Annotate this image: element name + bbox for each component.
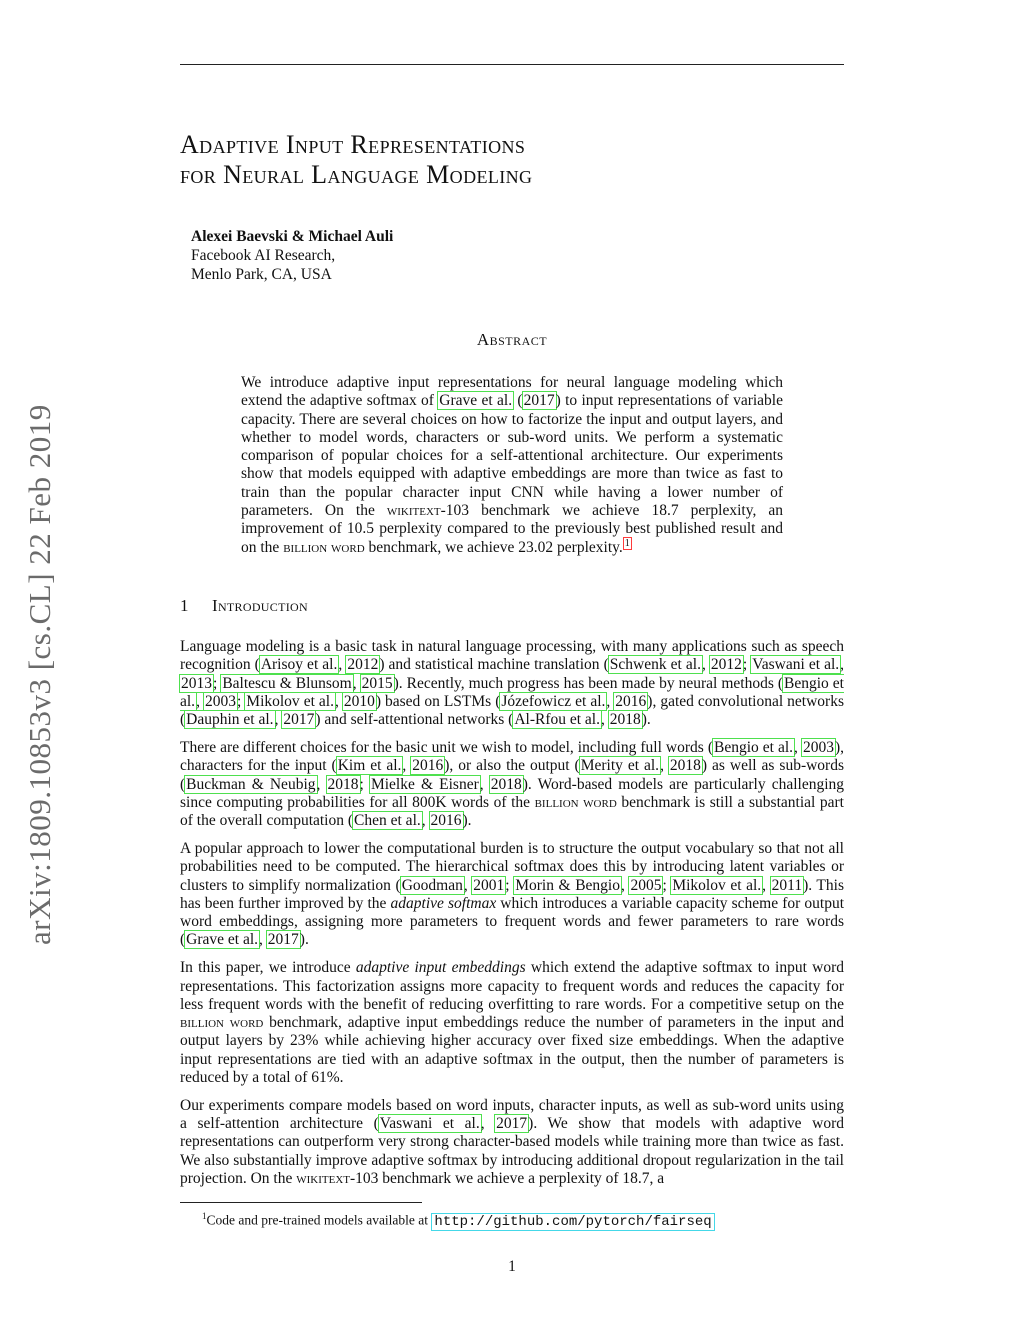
citation-link[interactable]: Schwenk et al. (609, 656, 701, 674)
citation-link[interactable]: Bengio et al. (713, 738, 794, 756)
citation-link[interactable]: 2017 (523, 392, 555, 410)
citation-link[interactable]: 2005 (630, 876, 662, 894)
citation-link[interactable]: Mielke & Eisner (370, 775, 479, 793)
citation-link[interactable]: Goodman (401, 876, 463, 894)
section-title: Introduction (212, 596, 308, 615)
citation-link[interactable]: 2001 (473, 876, 505, 894)
citation-link[interactable]: 2012 (347, 656, 379, 674)
introduction-body (180, 638, 844, 1198)
author-block (191, 227, 393, 284)
author-location: Menlo Park, CA, USA (191, 266, 332, 283)
footnote-url-link[interactable]: http://github.com/pytorch/fairseq (431, 1213, 714, 1231)
paragraph: Language modeling is a basic task in natural language processing, with many applications such as speech recognition (Arisoy et al., 2012) and statistical machine translation (Schwenk et al., 2012; Vaswani et al., 2013; Baltescu & Blunsom, 2015). Recently, much progress has been made by neural methods (Bengio et al., 2003; Mikolov et al., 2010) based on LSTMs (Józefowicz et al., 2016), gated convolutional networks (Dauphin et al., 2017) and self-attentional networks (Al-Rfou et al., 2018). (180, 638, 845, 729)
citation-link[interactable]: Bengio et al. (180, 674, 844, 710)
arxiv-identifier: arXiv:1809.10853v3 [cs.CL] 22 Feb 2019 (22, 404, 57, 945)
paragraph: Our experiments compare models based on word inputs, character inputs, as well as sub-word units using a self-attention architecture (Vaswani et al., 2017). We show that models with adaptive word representations can outperform very strong character-based models while training more than twice as fast. We also substantially improve adaptive softmax by introducing additional dropout regularization in the tail projection. On the wikitext-103 benchmark we achieve a perplexity of 18.7, a (180, 1096, 845, 1188)
author-affiliation: Facebook AI Research, (191, 247, 336, 264)
citation-link[interactable]: Buckman & Neubig (186, 775, 316, 793)
citation-link[interactable]: 2016 (412, 757, 444, 775)
title-line-2: for Neural Language Modeling (180, 160, 533, 189)
citation-link[interactable]: 2010 (343, 692, 375, 710)
citation-link[interactable]: Dauphin et al. (186, 711, 274, 729)
citation-link[interactable]: Chen et al. (354, 812, 421, 830)
citation-link[interactable]: 2018 (609, 711, 641, 729)
footnote-text: Code and pre-trained models available at (206, 1212, 432, 1228)
citation-link[interactable]: 2016 (615, 692, 647, 710)
footnote (202, 1208, 715, 1230)
footnote-marker: 1 (202, 1211, 207, 1221)
citation-link[interactable]: Grave et al. (186, 931, 259, 949)
citation-link[interactable]: 2017 (283, 711, 315, 729)
footnote-link[interactable]: 1 (624, 537, 630, 549)
citation-link[interactable]: 2015 (361, 674, 393, 692)
title-line-1: Adaptive Input Representations (180, 130, 526, 159)
citation-link[interactable]: Mikolov et al. (246, 692, 334, 710)
citation-link[interactable]: Mikolov et al. (672, 876, 762, 894)
citation-link[interactable]: 2012 (710, 656, 742, 674)
page-number: 1 (508, 1258, 516, 1275)
citation-link[interactable]: Józefowicz et al. (501, 692, 606, 710)
citation-link[interactable]: Merity et al. (580, 757, 660, 775)
citation-link[interactable]: 2011 (771, 876, 803, 894)
citation-link[interactable]: 2016 (430, 812, 462, 830)
citation-link[interactable]: 2003 (802, 738, 834, 756)
citation-link[interactable]: 2003 (204, 692, 236, 710)
paragraph: In this paper, we introduce adaptive input embeddings which extend the adaptive softmax to input word representations. This factorization assigns more capacity to frequent words and reduces the capacity for less frequent words with the benefit of reducing overfitting to rare words. For a competitive setup on the billion word benchmark, adaptive input embeddings reduce the number of parameters in the input and output layers by 23% while achieving higher accuracy over fixed size embeddings. When the adaptive input representations are tied with an adaptive softmax in the output, then the number of parameters is reduced by a total of 61%. (180, 959, 845, 1087)
citation-link[interactable]: Baltescu & Blunsom (222, 674, 352, 692)
header-rule (180, 64, 844, 65)
citation-link[interactable]: 2018 (327, 775, 359, 793)
citation-link[interactable]: Al-Rfou et al. (514, 711, 600, 729)
abstract-body: We introduce adaptive input representations for neural language modeling which extend the adaptive softmax of Grave et al. (2017) to input representations of variable capacity. There are several choices on how to factorize the input and output layers, and whether to model words, characters or sub-word units. We perform a systematic comparison of popular choices for a self-attentional architecture. Our experiments show that models equipped with adaptive embeddings are more than twice as fast to train than the popular character input CNN while having a lower number of parameters. On the wikitext-103 benchmark we achieve 18.7 perplexity, an improvement of 10.5 perplexity compared to the previously best published result and on the billion word benchmark, we achieve 23.02 perplexity. $^1$ (241, 374, 783, 556)
citation-link[interactable]: Vaswani et al. (752, 656, 840, 674)
abstract-heading: Abstract (476, 330, 548, 349)
paragraph: A popular approach to lower the computational burden is to structure the output vocabulary so that not all probabilities need to be computed. The hierarchical softmax does this by introducing latent variables or clusters to simplify normalization (Goodman, 2001; Morin & Bengio, 2005; Mikolov et al., 2011). This has been further improved by the adaptive softmax which introduces a variable capacity scheme for output word embeddings, assigning more parameters to frequent words and fewer parameters to rare words (Grave et al., 2017). (180, 839, 844, 949)
citation-link[interactable]: 2018 (490, 775, 522, 793)
paragraph: There are different choices for the basic unit we wish to model, including full words (Bengio et al., 2003), characters for the input (Kim et al., 2016), or also the output (Merity et al., 2018) as well as sub-words (Buckman & Neubig, 2018; Mielke & Eisner, 2018). Word-based models are particularly challenging since computing probabilities for all 800K words of the billion word benchmark is still a substantial part of the overall computation (Chen et al., 2016). (180, 738, 845, 830)
citation-link[interactable]: Morin & Bengio (515, 876, 620, 894)
citation-link[interactable]: 2013 (181, 674, 212, 692)
citation-link[interactable]: Kim et al. (337, 757, 402, 775)
author-names: Alexei Baevski & Michael Auli (191, 228, 394, 245)
citation-link[interactable]: 2018 (669, 757, 701, 775)
citation-link[interactable]: 2017 (267, 931, 299, 949)
section-heading-introduction (180, 596, 308, 616)
section-number: 1 (180, 596, 189, 615)
citation-link[interactable]: Arisoy et al. (260, 656, 338, 674)
citation-link[interactable]: Vaswani et al. (379, 1115, 480, 1133)
citation-link[interactable]: 2017 (496, 1115, 528, 1133)
paper-title (180, 130, 820, 190)
citation-link[interactable]: Grave et al. (439, 392, 513, 410)
footnote-rule (180, 1202, 422, 1203)
